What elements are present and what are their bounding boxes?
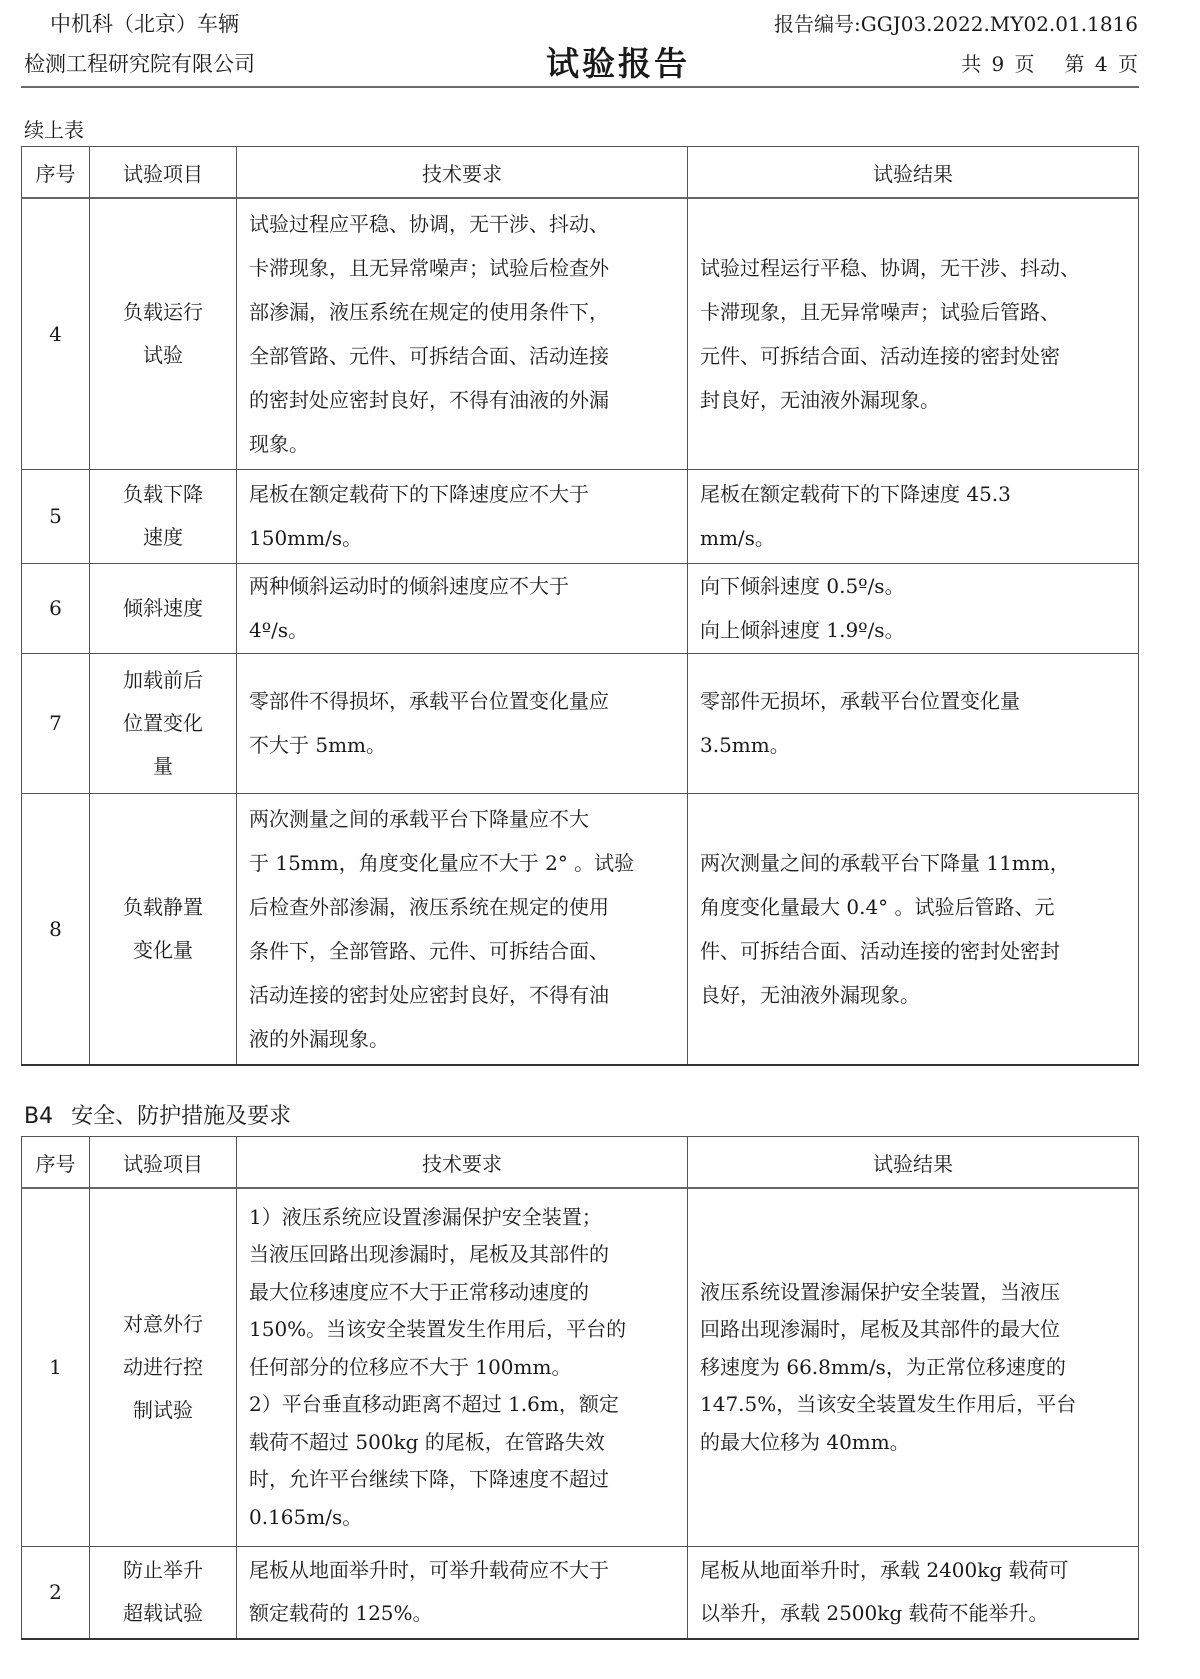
test-result-line: 零部件无损坏，承载平台位置变化量 xyxy=(700,689,1020,713)
technical-requirement xyxy=(237,563,688,653)
technical-requirement-line: 液的外漏现象。 xyxy=(249,1026,389,1051)
test-item-name-line: 负载下降 xyxy=(123,482,203,506)
test-item-name-line: 加载前后 xyxy=(123,667,203,692)
test-result-line: 封良好，无油液外漏现象。 xyxy=(700,387,940,412)
technical-requirement-line: 后检查外部渗漏，液压系统在规定的使用 xyxy=(249,894,609,919)
test-result-line: 元件、可拆结合面、活动连接的密封处密 xyxy=(700,343,1060,368)
test-item-name xyxy=(90,1188,237,1546)
technical-requirement-line: 于 15mm，角度变化量应不大于 2° 。试验 xyxy=(249,850,635,875)
org-name-line2: 检测工程研究院有限公司 xyxy=(24,52,255,76)
test-result-line: 以举升，承载 2500kg 载荷不能举升。 xyxy=(700,1601,1049,1626)
test-result-line: 件、可拆结合面、活动连接的密封处密封 xyxy=(700,938,1060,963)
test-item-name xyxy=(90,793,237,1065)
technical-requirement-line: 4º/s。 xyxy=(249,618,309,642)
section-code: B4 xyxy=(24,1104,54,1129)
technical-requirement-line: 部渗漏，液压系统在规定的使用条件下， xyxy=(249,299,609,324)
test-result xyxy=(688,1546,1139,1639)
technical-requirement xyxy=(237,198,688,469)
technical-requirement-line: 当液压回路出现渗漏时，尾板及其部件的 xyxy=(249,1242,609,1266)
technical-requirement-line: 0.165m/s。 xyxy=(249,1504,363,1529)
test-item-name xyxy=(90,563,237,653)
total-pages: 共 9 页 xyxy=(961,52,1035,76)
test-result-line: 尾板在额定载荷下的下降速度 45.3 xyxy=(700,482,1011,506)
test-result-line: 移速度为 66.8mm/s，为正常位移速度的 xyxy=(700,1354,1066,1379)
technical-requirement xyxy=(237,653,688,793)
col-header-result: 试验结果 xyxy=(688,147,1139,199)
test-result-line: 的最大位移为 40mm。 xyxy=(700,1429,910,1454)
test-result xyxy=(688,469,1139,563)
test-item-name-line: 倾斜速度 xyxy=(123,595,203,620)
technical-requirement xyxy=(237,1546,688,1639)
header-divider xyxy=(21,86,1139,88)
test-result xyxy=(688,1188,1139,1546)
row-number: 4 xyxy=(22,198,90,469)
technical-requirement-line: 两种倾斜运动时的倾斜速度应不大于 xyxy=(249,574,569,598)
test-item-name-line: 对意外行 xyxy=(123,1311,203,1336)
document-title: 试验报告 xyxy=(546,44,690,83)
table-row xyxy=(22,198,1139,469)
technical-requirement-line: 尾板从地面举升时，可举升载荷应不大于 xyxy=(249,1558,609,1583)
col-header-item: 试验项目 xyxy=(90,147,237,199)
technical-requirement xyxy=(237,469,688,563)
table-row xyxy=(22,1188,1139,1546)
test-item-name xyxy=(90,1546,237,1639)
test-item-name-line: 超载试验 xyxy=(123,1601,203,1626)
test-results-table-continued xyxy=(21,146,1139,1066)
technical-requirement-line: 不大于 5mm。 xyxy=(249,733,387,757)
technical-requirement-line: 尾板在额定载荷下的下降速度应不大于 xyxy=(249,482,589,506)
row-number: 7 xyxy=(22,653,90,793)
test-result xyxy=(688,198,1139,469)
test-result-line: 147.5%，当该安全装置发生作用后，平台 xyxy=(700,1392,1077,1416)
test-item-name-line: 制试验 xyxy=(133,1397,193,1422)
technical-requirement-line: 试验过程应平稳、协调，无干涉、抖动、 xyxy=(249,211,609,236)
technical-requirement-line: 载荷不超过 500kg 的尾板，在管路失效 xyxy=(249,1429,605,1454)
row-number: 5 xyxy=(22,469,90,563)
table-row xyxy=(22,1546,1139,1639)
current-page: 第 4 页 xyxy=(1064,52,1138,76)
section-heading-b4 xyxy=(24,1099,291,1130)
test-item-name-line: 速度 xyxy=(143,525,183,549)
table-row xyxy=(22,563,1139,653)
table-header-row xyxy=(22,1137,1139,1189)
test-item-name-line: 位置变化 xyxy=(123,710,203,735)
safety-measures-table xyxy=(21,1136,1139,1640)
test-item-name-line: 防止举升 xyxy=(123,1558,203,1583)
org-name-line1: 中机科（北京）车辆 xyxy=(50,12,239,36)
report-number-label: 报告编号: xyxy=(774,12,861,36)
test-item-name-line: 变化量 xyxy=(133,937,193,962)
test-item-name xyxy=(90,469,237,563)
table-header-row xyxy=(22,147,1139,199)
technical-requirement-line: 任何部分的位移应不大于 100mm。 xyxy=(249,1354,572,1379)
col-header-requirement: 技术要求 xyxy=(237,1137,688,1189)
table-row xyxy=(22,653,1139,793)
col-header-item: 试验项目 xyxy=(90,1137,237,1189)
row-number: 2 xyxy=(22,1546,90,1639)
page-indicator xyxy=(955,48,1138,77)
test-result-line: 角度变化量最大 0.4° 。试验后管路、元 xyxy=(700,894,1055,919)
technical-requirement-line: 1）液压系统应设置渗漏保护安全装置； xyxy=(249,1204,602,1229)
technical-requirement-line: 时，允许平台继续下降，下降速度不超过 xyxy=(249,1467,609,1491)
technical-requirement-line: 条件下，全部管路、元件、可拆结合面、 xyxy=(249,938,609,963)
report-number xyxy=(774,8,1138,37)
technical-requirement-line: 150%。当该安全装置发生作用后，平台的 xyxy=(249,1317,627,1341)
technical-requirement-line: 额定载荷的 125%。 xyxy=(249,1601,433,1626)
report-number-value: GGJ03.2022.MY02.01.1816 xyxy=(860,12,1138,36)
test-result xyxy=(688,563,1139,653)
test-item-name-line: 动进行控 xyxy=(123,1354,203,1379)
table-continuation-caption: 续上表 xyxy=(24,118,84,142)
technical-requirement-line: 活动连接的密封处应密封良好，不得有油 xyxy=(249,982,609,1007)
col-header-no: 序号 xyxy=(22,1137,90,1189)
col-header-result: 试验结果 xyxy=(688,1137,1139,1189)
test-result-line: 良好，无油液外漏现象。 xyxy=(700,982,920,1007)
test-result-line: mm/s。 xyxy=(700,526,775,550)
test-item-name-line: 量 xyxy=(153,753,173,778)
table-row xyxy=(22,469,1139,563)
technical-requirement-line: 全部管路、元件、可拆结合面、活动连接 xyxy=(249,343,609,368)
test-result-line: 液压系统设置渗漏保护安全装置，当液压 xyxy=(700,1279,1060,1304)
technical-requirement-line: 零部件不得损坏，承载平台位置变化量应 xyxy=(249,689,609,713)
section-title: 安全、防护措施及要求 xyxy=(71,1104,292,1129)
row-number: 6 xyxy=(22,563,90,653)
test-result-line: 两次测量之间的承载平台下降量 11mm， xyxy=(700,850,1070,875)
row-number: 1 xyxy=(22,1188,90,1546)
test-item-name xyxy=(90,198,237,469)
test-result-line: 尾板从地面举升时，承载 2400kg 载荷可 xyxy=(700,1558,1069,1583)
test-item-name-line: 负载静置 xyxy=(123,894,203,919)
technical-requirement-line: 卡滞现象，且无异常噪声；试验后检查外 xyxy=(249,255,609,280)
technical-requirement-line: 150mm/s。 xyxy=(249,526,363,550)
table-row xyxy=(22,793,1139,1065)
test-result-line: 向上倾斜速度 1.9º/s。 xyxy=(700,618,905,642)
technical-requirement-line: 两次测量之间的承载平台下降量应不大 xyxy=(249,806,589,831)
technical-requirement-line: 2）平台垂直移动距离不超过 1.6m，额定 xyxy=(249,1392,619,1416)
technical-requirement xyxy=(237,793,688,1065)
test-item-name-line: 试验 xyxy=(143,342,183,367)
col-header-no: 序号 xyxy=(22,147,90,199)
technical-requirement-line: 现象。 xyxy=(249,431,309,456)
row-number: 8 xyxy=(22,793,90,1065)
test-result-line: 回路出现渗漏时，尾板及其部件的最大位 xyxy=(700,1317,1060,1341)
test-item-name-line: 负载运行 xyxy=(123,299,203,324)
technical-requirement-line: 最大位移速度应不大于正常移动速度的 xyxy=(249,1279,589,1304)
test-result-line: 向下倾斜速度 0.5º/s。 xyxy=(700,574,905,598)
technical-requirement-line: 的密封处应密封良好，不得有油液的外漏 xyxy=(249,387,609,412)
test-item-name xyxy=(90,653,237,793)
test-result-line: 卡滞现象，且无异常噪声；试验后管路、 xyxy=(700,299,1060,324)
test-result-line: 试验过程运行平稳、协调，无干涉、抖动、 xyxy=(700,255,1080,280)
technical-requirement xyxy=(237,1188,688,1546)
test-result-line: 3.5mm。 xyxy=(700,733,790,757)
test-result xyxy=(688,793,1139,1065)
col-header-requirement: 技术要求 xyxy=(237,147,688,199)
test-result xyxy=(688,653,1139,793)
